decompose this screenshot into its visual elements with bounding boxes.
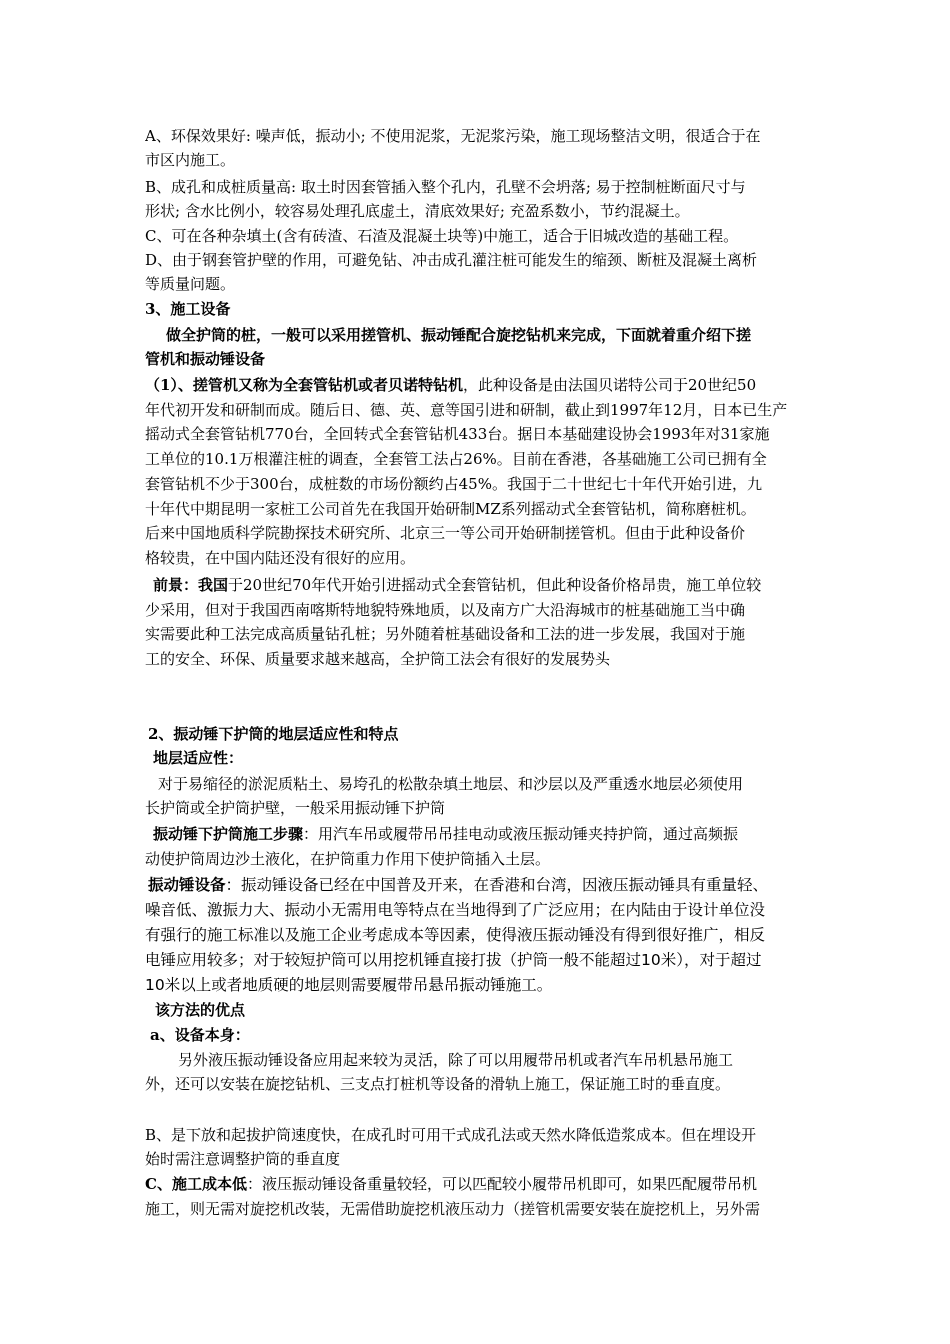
text-line: 年代初开发和研制而成。随后日、德、英、意等国引进和研制，截止到1997年12月，日本已生产 (145, 401, 788, 419)
text-line: （1）、搓管机又称为全套管钻机或者贝诺特钻机，此种设备是由法国贝诺特公司于20世纪50 (145, 376, 757, 394)
text-line: C、施工成本低：液压振动锤设备重量较轻，可以匹配较小履带吊机即可，如果匹配履带吊机 (145, 1175, 757, 1193)
section-heading: 3、施工设备 (145, 300, 231, 318)
text-line: 动使护筒周边沙土液化，在护筒重力作用下使护筒插入土层。 (145, 850, 551, 868)
text-line: 后来中国地质科学院勘探技术研究所、北京三一等公司开始研制搓管机。但由于此种设备价 (145, 524, 746, 542)
text-line: 对于易缩径的淤泥质粘土、易垮孔的松散杂填土地层、和沙层以及严重透水地层必须使用 (158, 775, 744, 793)
text-line: B、成孔和成桩质量高: 取土时因套管插入整个孔内，孔壁不会坍落; 易于控制桩断面尺寸与 (145, 178, 746, 196)
text-line: 噪音低、激振力大、振动小无需用电等特点在当地得到了广泛应用；在内陆由于设计单位没 (145, 901, 766, 919)
text-line: 电锤应用较多；对于较短护筒可以用挖机锤直接打拔（护筒一般不能超过10米），对于超过 (145, 951, 762, 969)
text-line: C、可在各种杂填土(含有砖渣、石渣及混凝土块等)中施工，适合于旧城改造的基础工程。 (145, 227, 739, 245)
text-line: 等质量问题。 (145, 275, 236, 293)
text-line: 振动锤下护筒施工步骤：用汽车吊或履带吊吊挂电动或液压振动锤夹持护筒，通过高频振 (153, 825, 739, 843)
bold-paragraph: 做全护筒的桩，一般可以采用搓管机、振动锤配合旋挖钻机来完成，下面就着重介绍下搓 (166, 326, 752, 344)
text-line: 长护筒或全护筒护壁，一般采用振动锤下护筒 (145, 799, 446, 817)
text-line: 十年代中期昆明一家桩工公司首先在我国开始研制MZ系列摇动式全套管钻机，简称磨桩机。 (145, 500, 756, 518)
text-line: 外，还可以安装在旋挖钻机、三支点打桩机等设备的滑轨上施工，保证施工时的垂直度。 (145, 1075, 731, 1093)
text-line: 摇动式全套管钻机770台，全回转式全套管钻机433台。据日本基础建设协会1993年对31家施 (145, 425, 770, 443)
text-line: B、是下放和起拔护筒速度快，在成孔时可用干式成孔法或天然水降低造浆成本。但在埋设开 (145, 1126, 757, 1144)
text-line: 工的安全、环保、质量要求越来越高，全护筒工法会有很好的发展势头 (145, 650, 611, 668)
text-line: 格较贵，在中国内陆还没有很好的应用。 (145, 549, 416, 567)
text-line: 少采用，但对于我国西南喀斯特地貌特殊地质，以及南方广大沿海城市的桩基础施工当中确 (145, 601, 746, 619)
text-line: 另外液压振动锤设备应用起来较为灵活，除了可以用履带吊机或者汽车吊机悬吊施工 (178, 1051, 734, 1069)
text-line: 始时需注意调整护筒的垂直度 (145, 1150, 341, 1168)
text-line: A、环保效果好: 噪声低，振动小; 不使用泥浆，无泥浆污染，施工现场整洁文明，很适合于在 (145, 127, 761, 145)
text-line: 实需要此种工法完成高质量钻孔桩；另外随着桩基础设备和工法的进一步发展，我国对于施 (145, 625, 746, 643)
text-line: D、由于钢套管护壁的作用，可避免钻、冲击成孔灌注桩可能发生的缩颈、断桩及混凝土离析 (145, 251, 758, 269)
text-line: 前景：我国于20世纪70年代开始引进摇动式全套管钻机，但此种设备价格昂贵，施工单位较 (153, 576, 762, 594)
text-line: 市区内施工。 (145, 151, 236, 169)
subheading: a、设备本身： (150, 1026, 250, 1044)
text-line: 10米以上或者地质硬的地层则需要履带吊悬吊振动锤施工。 (145, 976, 553, 994)
bold-paragraph: 管机和振动锤设备 (145, 350, 266, 368)
subheading: 地层适应性： (153, 749, 244, 767)
subheading: 该方法的优点 (155, 1001, 246, 1019)
section-heading: 2、振动锤下护筒的地层适应性和特点 (148, 725, 399, 743)
text-line: 工单位的10.1万根灌注桩的调查，全套管工法占26%。目前在香港，各基础施工公司已拥有全 (145, 450, 767, 468)
text-line: 振动锤设备：振动锤设备已经在中国普及开来，在香港和台湾，因液压振动锤具有重量轻、 (148, 876, 769, 894)
text-line: 套管钻机不少于300台，成桩数的市场份额约占45%。我国于二十世纪七十年代开始引进，九 (145, 475, 762, 493)
text-line: 形状; 含水比例小，较容易处理孔底虚土，清底效果好; 充盈系数小，节约混凝土。 (145, 202, 690, 220)
text-line: 施工，则无需对旋挖机改装，无需借助旋挖机液压动力（搓管机需要安装在旋挖机上，另外需 (145, 1200, 761, 1218)
text-line: 有强行的施工标准以及施工企业考虑成本等因素，使得液压振动锤没有得到很好推广，相反 (145, 926, 766, 944)
